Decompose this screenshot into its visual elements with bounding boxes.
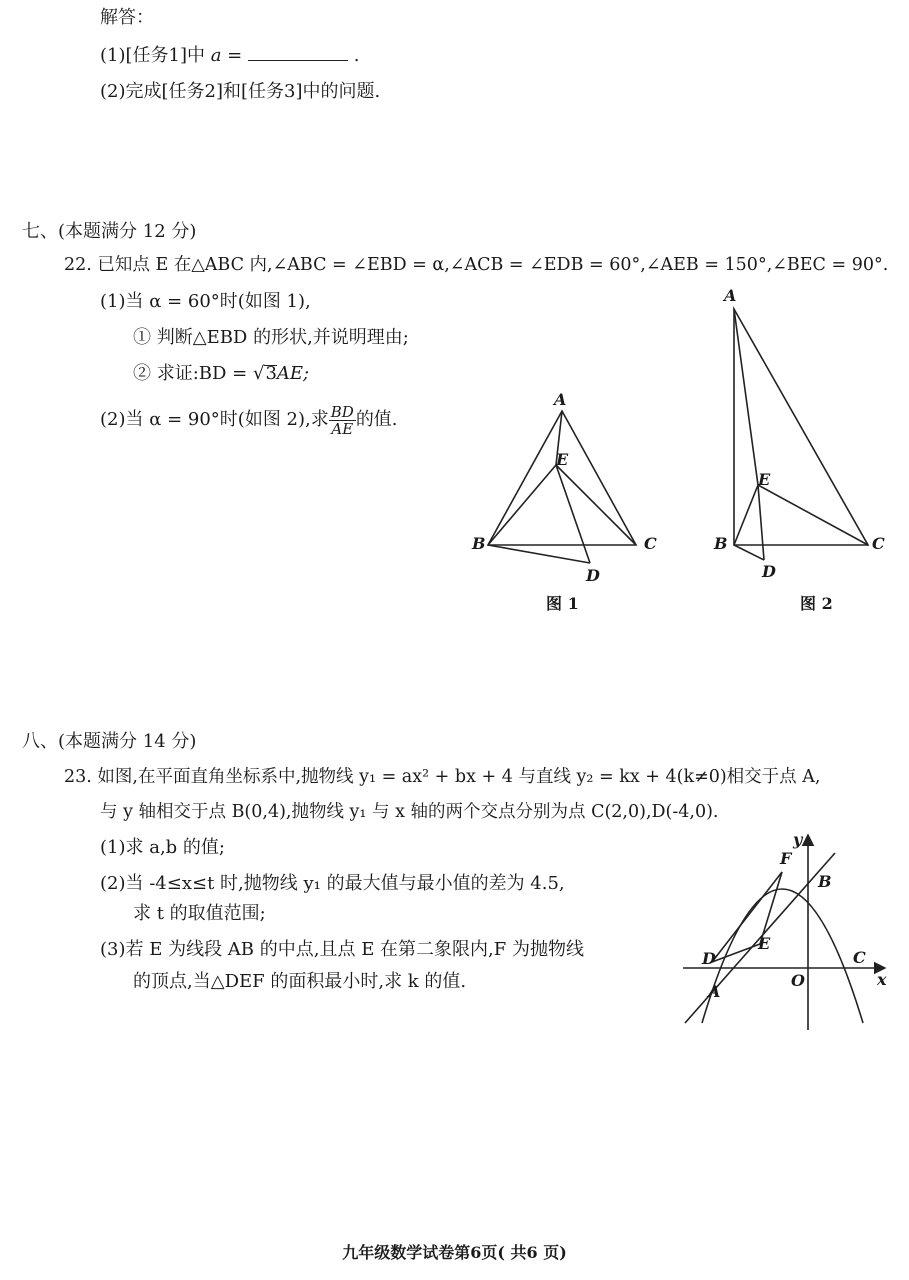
section7-heading: 七、(本题满分 12 分) [22, 221, 197, 242]
segment-ed [556, 465, 590, 563]
bd-over-ae-fraction [329, 404, 356, 437]
segment-bd [734, 545, 764, 560]
figure-2-caption: 图 2 [800, 594, 833, 613]
q23-part3-b: 的顶点,当△DEF 的面积最小时,求 k 的值. [133, 971, 467, 992]
figure-1-drawing [470, 385, 670, 615]
triangle-def [712, 872, 782, 962]
q23-number: 23. [64, 767, 92, 787]
task1-prefix: (1)[任务1]中 [100, 45, 211, 66]
fig3-label-d: D [702, 949, 716, 968]
fig3-label-b: B [818, 872, 832, 891]
q23-line1 [64, 765, 820, 789]
segment-be [734, 485, 758, 545]
q22-part1-2-suffix: AE; [276, 363, 310, 384]
figure-3 [675, 825, 900, 1035]
fig2-label-e: E [758, 470, 771, 489]
sqrt-value: 3 [265, 363, 277, 384]
fig3-label-e: E [758, 934, 771, 953]
q22-part1-1: ① 判断△EBD 的形状,并说明理由; [133, 327, 409, 348]
fig3-label-a: A [708, 982, 721, 1001]
segment-ae [734, 309, 758, 485]
q22-part2-suffix: 的值. [355, 409, 398, 430]
q23-part2-b: 求 t 的取值范围; [133, 903, 266, 924]
answer-label: 解答： [100, 7, 154, 28]
q22-statement [64, 253, 888, 277]
figure-1-caption: 图 1 [546, 594, 579, 613]
q23-part2-a: (2)当 -4≤x≤t 时,抛物线 y₁ 的最大值与最小值的差为 4.5, [100, 873, 565, 894]
answer-blank [248, 44, 348, 61]
segment-be [488, 465, 556, 545]
fig3-label-y: y [793, 830, 803, 849]
triangle-abc [488, 411, 636, 545]
fig1-label-a: A [554, 390, 567, 409]
sqrt-sign: √ [252, 363, 265, 384]
fig1-label-b: B [472, 534, 486, 553]
fraction-denominator: AE [331, 419, 354, 438]
segment-ec [556, 465, 636, 545]
task1-end: . [353, 45, 360, 66]
fig2-label-d: D [762, 562, 776, 581]
fig3-label-o: O [791, 971, 805, 990]
segment-bd [488, 545, 590, 563]
fig1-label-d: D [586, 566, 600, 585]
figure-2 [710, 285, 895, 615]
fig3-label-c: C [853, 948, 866, 967]
q23-line2: 与 y 轴相交于点 B(0,4),抛物线 y₁ 与 x 轴的两个交点分别为点 C(2,0),D(-4,0). [100, 802, 719, 822]
fig1-label-c: C [644, 534, 657, 553]
fig2-label-c: C [872, 534, 885, 553]
triangle-abc [734, 309, 868, 545]
q23-text-1: 如图,在平面直角坐标系中,抛物线 y₁ = ax² + bx + 4 与直线 y₂ = kx + 4(k≠0)相交于点 A, [97, 767, 821, 787]
q22-part1-2-prefix: ② 求证:BD = [133, 363, 253, 384]
fig3-label-f: F [780, 849, 792, 868]
q22-number: 22. [64, 255, 92, 275]
fraction-numerator: BD [330, 402, 354, 421]
figure-1 [470, 385, 670, 615]
fig2-label-a: A [724, 286, 737, 305]
q22-text: 已知点 E 在△ABC 内,∠ABC = ∠EBD = α,∠ACB = ∠EDB = 60°,∠AEB = 150°,∠BEC = 90°. [97, 255, 889, 275]
figure-2-drawing [710, 285, 895, 615]
page-footer: 九年级数学试卷第6页( 共6 页) [342, 1243, 567, 1262]
q23-part1: (1)求 a,b 的值; [100, 837, 225, 858]
task1-line [100, 44, 359, 68]
section8-heading: 八、(本题满分 14 分) [22, 731, 197, 752]
q22-part1-2 [133, 362, 309, 386]
task2-line: (2)完成[任务2]和[任务3]中的问题. [100, 81, 381, 102]
q22-part2-prefix: (2)当 α = 90°时(如图 2),求 [100, 409, 329, 430]
segment-ed [758, 485, 764, 560]
task1-var: a [210, 45, 222, 66]
fig3-label-x: x [877, 970, 887, 989]
task1-eq: = [221, 45, 243, 66]
q22-part2 [100, 402, 398, 438]
fig2-label-b: B [714, 534, 728, 553]
fig1-label-e: E [556, 450, 569, 469]
q22-part1: (1)当 α = 60°时(如图 1), [100, 291, 311, 312]
q23-part3-a: (3)若 E 为线段 AB 的中点,且点 E 在第二象限内,F 为抛物线 [100, 939, 584, 960]
